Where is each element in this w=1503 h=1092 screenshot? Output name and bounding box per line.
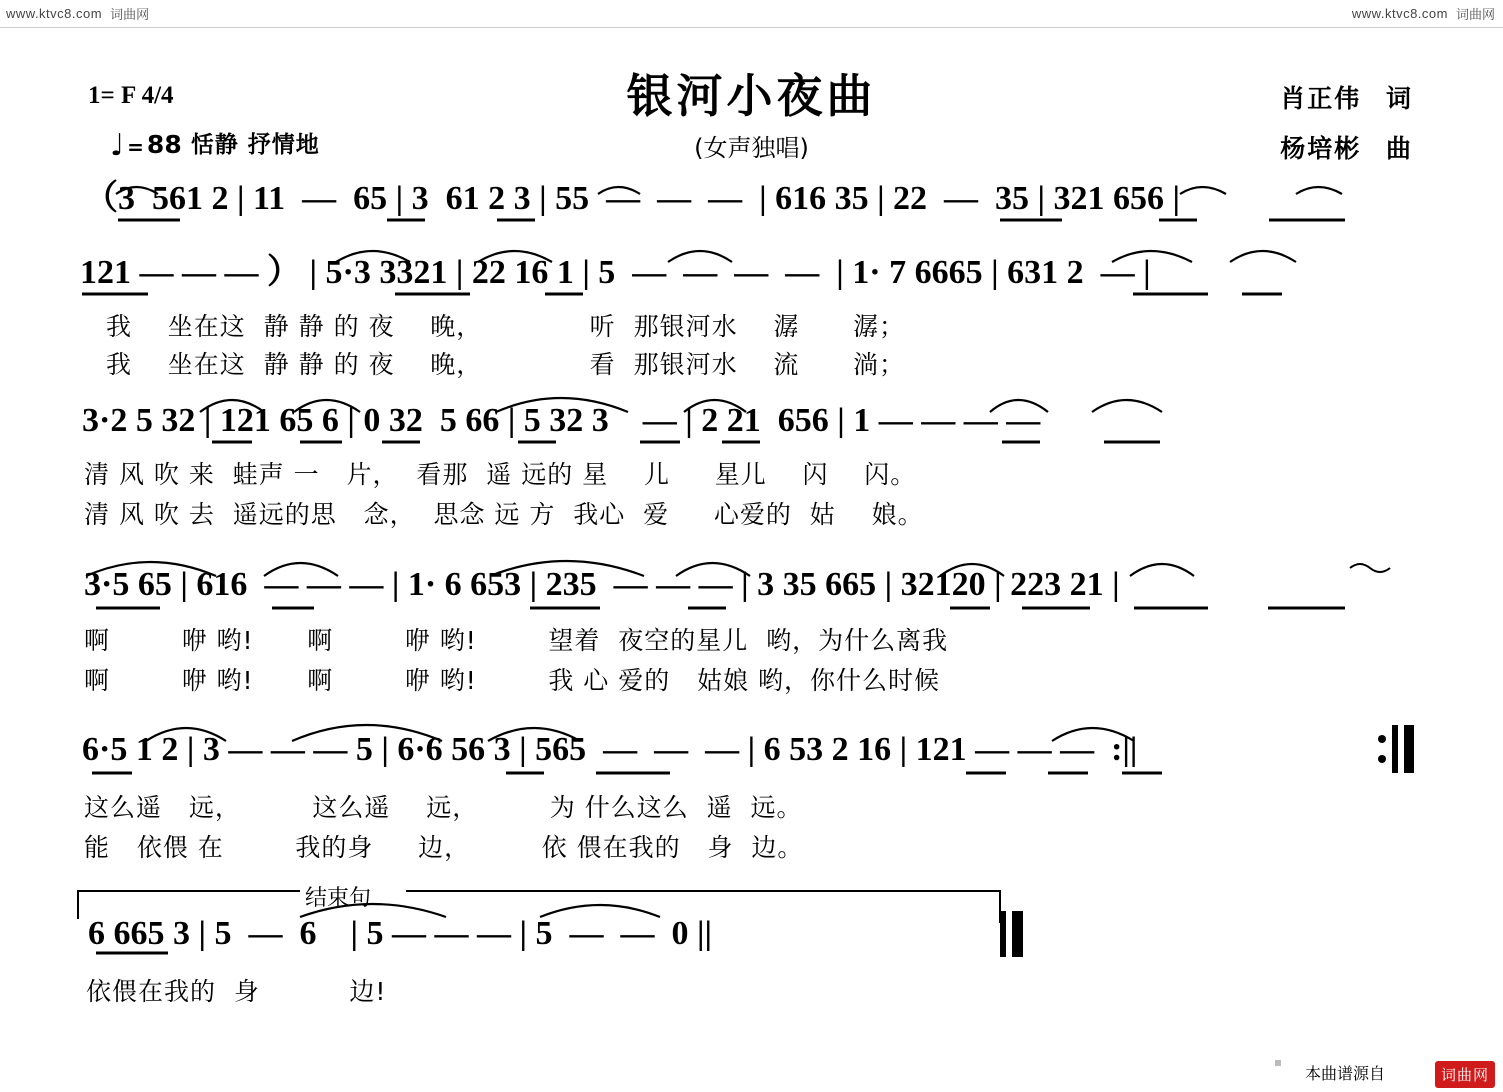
score-system — [0, 232, 1503, 382]
lyric-line-4b: 啊 咿 哟! 啊 咿 哟! 我 心 爱的 姑娘 哟，你什么时候 — [84, 666, 941, 695]
lyricist-name: 肖正伟 — [1280, 84, 1362, 113]
notes-line-1: （3 561 2 | 11 — 65 | 3 61 2 3 | 55 — — — | 616 35 | 22 — 35 | 321 656 | — [84, 180, 1181, 217]
key-signature: 1= F 4/4 — [88, 82, 174, 109]
score-system — [0, 707, 1503, 877]
credit-composer — [1280, 124, 1413, 174]
score-body — [0, 170, 1503, 1017]
header-divider — [0, 27, 1503, 28]
credit-lyricist — [1280, 74, 1413, 124]
footer-source: 本曲谱源自 — [1304, 1064, 1385, 1083]
lyric-line-5b: 能 依偎 在 我的身 边， 依 偎在我的 身 边。 — [84, 833, 804, 862]
song-subtitle: (女声独唱) — [694, 134, 809, 162]
notes-line-5: 6·5 1 2 | 3 — — — 5 | 6·6 56 3 | 565 — — — | 6 53 2 16 | 121 — — — :|| — [82, 731, 1138, 768]
lyric-line-3a: 清 风 吹 来 蛙声 一 片， 看那 遥 远的 星 儿 星儿 闪 闪。 — [84, 460, 917, 489]
watermark-left-label: 词曲网 — [110, 6, 150, 22]
notes-line-4: 3·5 65 | 616 — — — | 1· 6 653 | 235 — — — | 3 35 665 | 32120 | 223 21 | — [84, 566, 1120, 603]
composer-role: 曲 — [1385, 134, 1413, 163]
lyric-line-2b: 我 坐在这 静 静 的 夜 晚， 看 那银河水 流 淌； — [106, 350, 906, 379]
notes-line-3: 3·2 5 32 | 121 65 6 | 0 32 5 66 | 5 32 3 — | 2 21 656 | 1 — — — — — [82, 402, 1049, 439]
song-title: 银河小夜曲 — [626, 69, 877, 123]
notes-line-2: 121 — — — ） | 5·3 3321 | 22 16 1 | 5 — — — — | 1· 7 6665 | 631 2 — | — [80, 254, 1151, 291]
decorative-dot — [1275, 1060, 1281, 1066]
tempo-equals: = — [127, 135, 144, 159]
lyric-line-6a: 依偎在我的 身 边! — [86, 977, 387, 1006]
composer-name: 杨培彬 — [1280, 134, 1362, 163]
score-system — [0, 382, 1503, 542]
score-system-coda — [0, 877, 1503, 1017]
tempo-bpm: 88 — [146, 130, 182, 159]
lyric-line-4a: 啊 咿 哟! 啊 咿 哟! 望着 夜空的星儿 哟，为什么离我 — [84, 626, 949, 655]
watermark-right-url: www.ktvc8.com — [1351, 5, 1448, 21]
watermark-right — [1352, 0, 1495, 26]
coda-label: 结束句 — [305, 886, 372, 911]
lyric-line-2a: 我 坐在这 静 静 的 夜 晚， 听 那银河水 潺 潺； — [106, 312, 906, 341]
site-logo: 词曲网 — [1435, 1061, 1495, 1088]
credits — [1280, 74, 1413, 174]
quarter-note-icon: ♩ — [110, 128, 125, 163]
notes-line-6: 6 665 3 | 5 — 6 | 5 — — — | 5 — — 0 || — [88, 915, 712, 952]
watermark-left-url: www.ktvc8.com — [6, 5, 103, 21]
score-system — [0, 542, 1503, 707]
watermark-left — [6, 0, 149, 26]
lyricist-role: 词 — [1385, 84, 1413, 113]
lyric-line-5a: 这么遥 远， 这么遥 远， 为 什么这么 遥 远。 — [84, 793, 803, 822]
tempo-mood: 恬静 抒情地 — [190, 132, 320, 158]
lyric-line-3b: 清 风 吹 去 遥远的思 念， 思念 远 方 我心 爱 心爱的 姑 娘。 — [84, 500, 924, 529]
score-system — [0, 170, 1503, 232]
tempo-marking — [110, 126, 320, 163]
watermark-right-label: 词曲网 — [1455, 6, 1495, 22]
